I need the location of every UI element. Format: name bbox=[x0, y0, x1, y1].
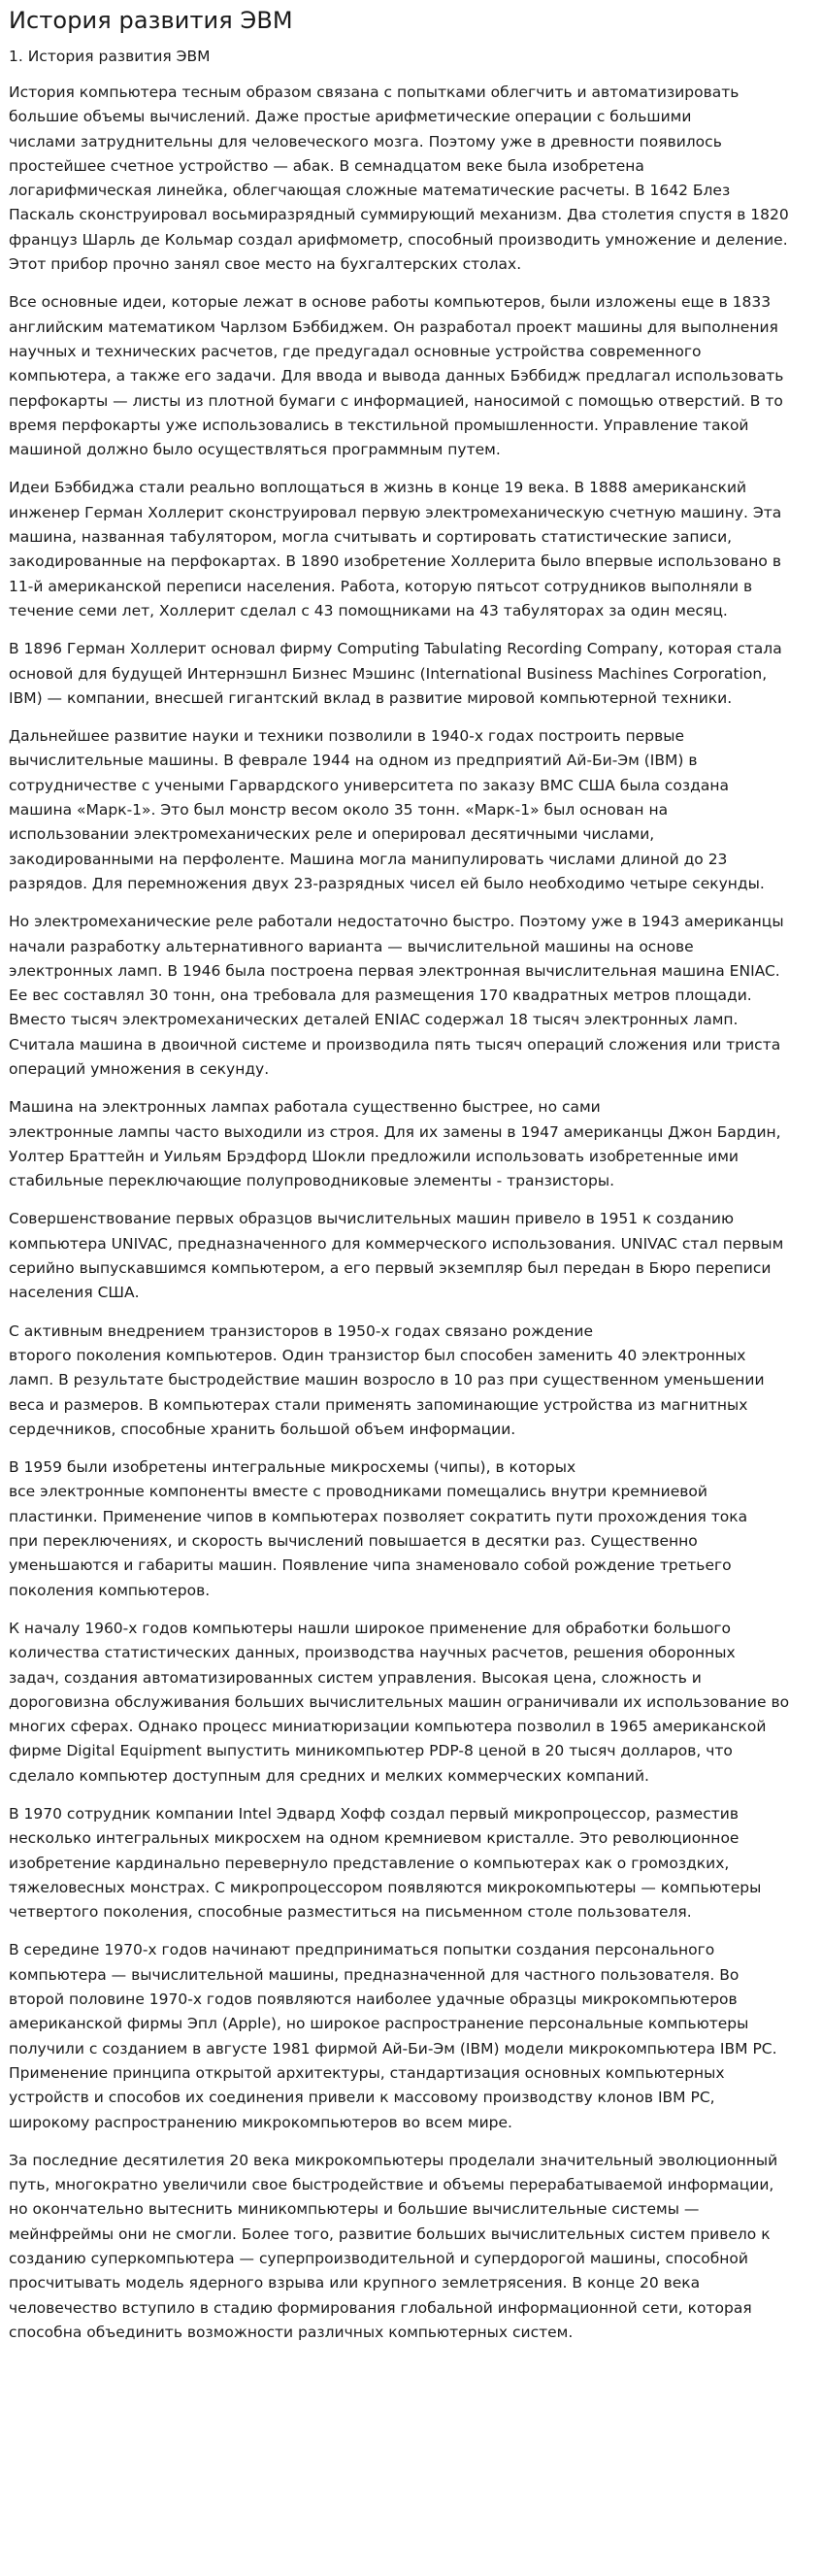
paragraph-6: Но электромеханические реле работали недостаточно быстро. Поэтому уже в 1943 американцы начали разработку альтернативного варианта — вычислительной машины на основе электронных ламп. В 1946 была построена первая электронная вычислительная машина ENIAC. Ее вес составлял 30 тонн, она требовала для размещения 170 квадратных метров площади. Вместо тысяч электромеханических деталей ENIAC содержал 18 тысяч электронных ламп. Считала машина в двоичной системе и производила пять тысяч операций сложения или триста операций умножения в секунду. bbox=[9, 913, 784, 1078]
paragraph-1: История компьютера тесным образом связана с попытками облегчить и автоматизировать большие объемы вычислений. Даже простые арифметические операции с большими числами затруднительны для человеческого мозга. Поэтому уже в древности появилось простейшее счетное устройство — абак. В семнадцатом веке была изобретена логарифмическая линейка, облегчающая сложные математические расчеты. В 1642 Блез Паскаль сконструировал восьмиразрядный суммирующий механизм. Два столетия спустя в 1820 француз Шарль де Кольмар создал арифмометр, способный производить умножение и деление. Этот прибор прочно занял свое место на бухгалтерских столах. bbox=[9, 84, 789, 274]
paragraph-8: Совершенствование первых образцов вычислительных машин привело в 1951 к созданию компьютера UNIVAC, предназначенного для коммерческого использования. UNIVAC стал первым серийно выпускавшимся компьютером, а его первый экземпляр был передан в Бюро переписи населения США. bbox=[9, 1210, 784, 1302]
page-title: История развития ЭВМ bbox=[9, 7, 293, 34]
paragraph-12: В 1970 сотрудник компании Intel Эдвард Хофф создал первый микропроцессор, разместив несколько интегральных микросхем на одном кремниевом кристалле. Это революционное изобретение кардинально перевернуло представление о компьютерах как о громоздких, тяжеловесных монстрах. С микропроцессором появляются микрокомпьютеры — компьютеры четвертого поколения, способные разместиться на письменном столе пользователя. bbox=[9, 1805, 762, 1922]
paragraph-7: Машина на электронных лампах работала существенно быстрее, но сами электронные лампы часто выходили из строя. Для их замены в 1947 американцы Джон Бардин, Уолтер Браттейн и Уильям Брэдфорд Шокли предложили использовать изобретенные ими стабильные переключающие полупроводниковые элементы - транзисторы. bbox=[9, 1098, 781, 1190]
paragraph-5: Дальнейшее развитие науки и техники позволили в 1940-х годах построить первые вычислительные машины. В феврале 1944 на одном из предприятий Ай-Би-Эм (IBM) в сотрудничестве с учеными Гарвардского университета по заказу ВМС США была создана машина «Марк-1». Это был монстр весом около 35 тонн. «Марк-1» был основан на использовании электромеханических реле и оперировал десятичными числами, закодированными на перфоленте. Машина могла манипулировать числами длиной до 23 разрядов. Для перемножения двух 23-разрядных чисел ей было необходимо четыре секунды. bbox=[9, 727, 765, 892]
paragraph-3: Идеи Бэббиджа стали реально воплощаться в жизнь в конце 19 века. В 1888 американский инженер Герман Холлерит сконструировал первую электромеханическую счетную машину. Эта машина, названная табулятором, могла считывать и сортировать статистические записи, закодированные на перфокартах. В 1890 изобретение Холлерита было впервые использовано в 11-й американской переписи населения. Работа, которую пятьсот сотрудников выполняли в течение семи лет, Холлерит сделал с 43 помощниками на 43 табуляторах за один месяц. bbox=[9, 479, 782, 619]
paragraph-11: К началу 1960-х годов компьютеры нашли широкое применение для обработки большого количества статистических данных, производства научных расчетов, решения оборонных задач, создания автоматизированных систем управления. Высокая цена, сложность и дороговизна обслуживания больших вычислительных машин ограничивали их использование во многих сферах. Однако процесс миниатюризации компьютера позволил в 1965 американской фирме Digital Equipment выпустить миникомпьютер PDP-8 ценой в 20 тысяч долларов, что сделало компьютер доступным для средних и мелких коммерческих компаний. bbox=[9, 1619, 790, 1785]
paragraph-9: С активным внедрением транзисторов в 1950-х годах связано рождение второго поколения компьютеров. Один транзистор был способен заменить 40 электронных ламп. В результате быстродействие машин возросло в 10 раз при существенном уменьшении веса и размеров. В компьютерах стали применять запоминающие устройства из магнитных сердечников, способные хранить большой объем информации. bbox=[9, 1321, 765, 1438]
article-body bbox=[9, 81, 813, 2345]
paragraph-10: В 1959 были изобретены интегральные микросхемы (чипы), в которых все электронные компоненты вместе с проводниками помещались внутри кремниевой пластинки. Применение чипов в компьютерах позволяет сократить пути прохождения тока при переключениях, и скорость вычислений повышается в десятки раз. Существенно уменьшаются и габариты машин. Появление чипа знаменовало собой рождение третьего поколения компьютеров. bbox=[9, 1458, 748, 1599]
section-heading: 1. История развития ЭВМ bbox=[9, 48, 211, 65]
paragraph-13: В середине 1970-х годов начинают предприниматься попытки создания персонального компьютера — вычислительной машины, предназначенной для частного пользователя. Во второй половине 1970-х годов появляются наиболее удачные образцы микрокомпьютеров американской фирмы Эпл (Apple), но широкое распространение персональные компьютеры получили с созданием в августе 1981 фирмой Ай-Би-Эм (IBM) модели микрокомпьютера IBM PC. Применение принципа открытой архитектуры, стандартизация основных компьютерных устройств и способов их соединения привели к массовому производству клонов IBM PC, широкому распространению микрокомпьютеров во всем мире. bbox=[9, 1941, 777, 2131]
paragraph-2: Все основные идеи, которые лежат в основе работы компьютеров, были изложены еще в 1833 английским математиком Чарлзом Бэббиджем. Он разработал проект машины для выполнения научных и технических расчетов, где предугадал основные устройства современного компьютера, а также его задачи. Для ввода и вывода данных Бэббидж предлагал использовать перфокарты — листы из плотной бумаги с информацией, наносимой с помощью отверстий. В то время перфокарты уже использовались в текстильной промышленности. Управление такой машиной должно было осуществляться программным путем. bbox=[9, 293, 784, 459]
paragraph-4: В 1896 Герман Холлерит основал фирму Computing Tabulating Recording Company, которая стала основой для будущей Интернэшнл Бизнес Мэшинс (International Business Machines Corporation, IBM) — компании, внесшей гигантский вклад в развитие мировой компьютерной техники. bbox=[9, 640, 782, 707]
paragraph-14: За последние десятилетия 20 века микрокомпьютеры проделали значительный эволюционный путь, многократно увеличили свое быстродействие и объемы перерабатываемой информации, но окончательно вытеснить миникомпьютеры и большие вычислительные системы — мейнфреймы они не смогли. Более того, развитие больших вычислительных систем привело к созданию суперкомпьютера — суперпроизводительной и супердорогой машины, способной просчитывать модель ядерного взрыва или крупного землетрясения. В конце 20 века человечество вступило в стадию формирования глобальной информационной сети, которая способна объединить возможности различных компьютерных систем. bbox=[9, 2151, 778, 2341]
